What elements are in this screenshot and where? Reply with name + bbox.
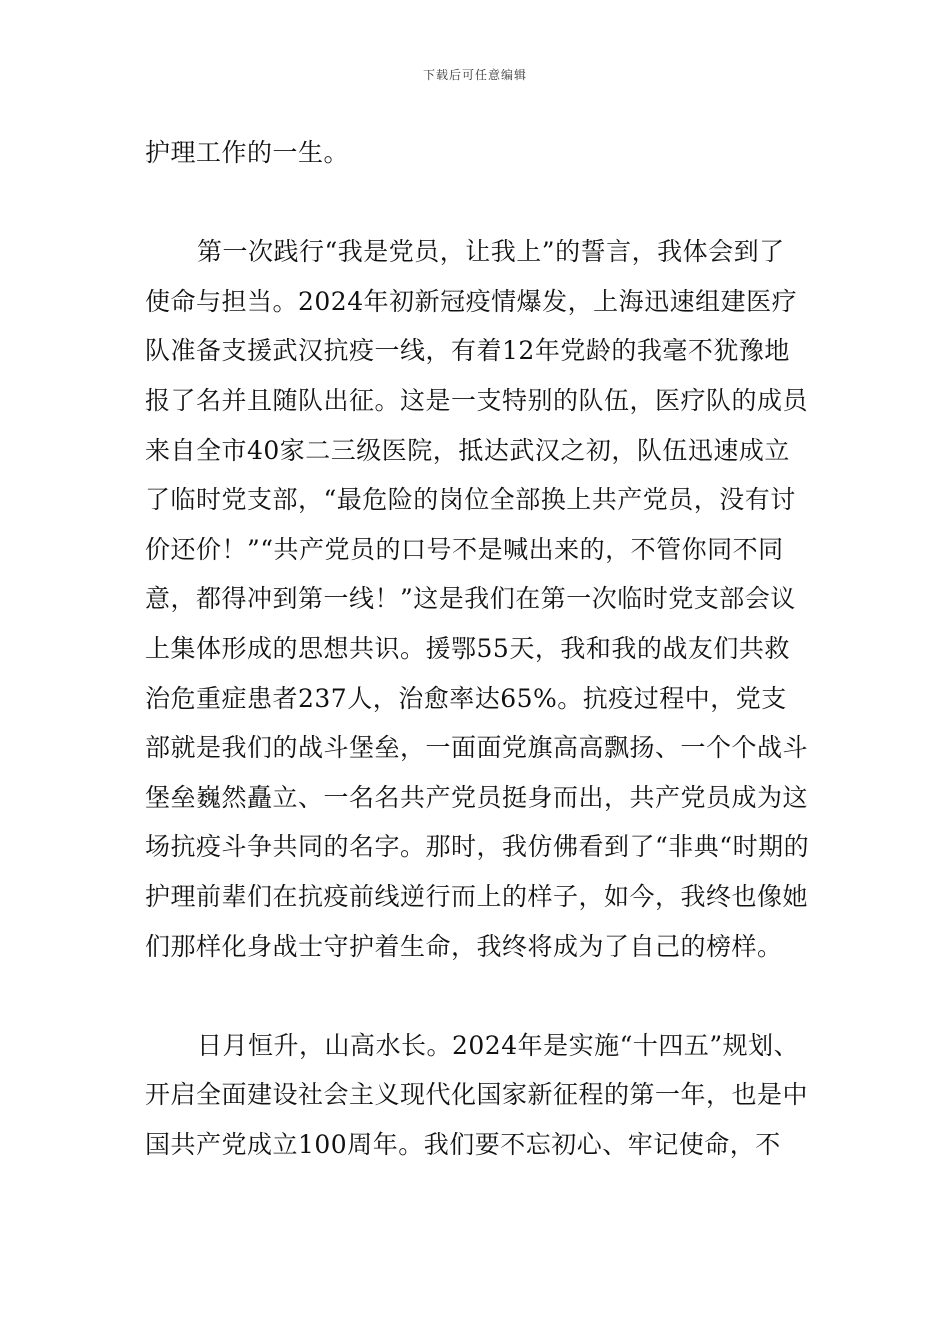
paragraph-first-practice: 第一次践行“我是党员，让我上”的誓言，我体会到了使命与担当。2024年初新冠疫情爆发，上海迅速组建医疗队准备支援武汉抗疫一线，有着12年党龄的我毫不犹豫地报了名并且随队出征。这是一支特别的队伍，医疗队的成员来自全市40家二三级医院，抵达武汉之初，队伍迅速成立了临时党支部，“最危险的岗位全部换上共产党员，没有讨价还价！”“共产党员的口号不是喊出来的，不管你同不同意，都得冲到第一线！”这是我们在第一次临时党支部会议上集体形成的思想共识。援鄂55天，我和我的战友们共救治危重症患者237人，治愈率达65%。抗疫过程中，党支部就是我们的战斗堡垒，一面面党旗高高飘扬、一个个战斗堡垒巍然矗立、一名名共产党员挺身而出，共产党员成为这场抗疫斗争共同的名字。那时，我仿佛看到了“非典“时期的护理前辈们在抗疫前线逆行而上的样子，如今，我终也像她们那样化身战士守护着生命，我终将成为了自己的榜样。 [145, 237, 810, 961]
download-note: 下载后可任意编辑 [422, 68, 527, 82]
paragraph-gap [145, 971, 810, 1021]
paragraph-conclusion: 日月恒升，山高水长。2024年是实施“十四五”规划、开启全面建设社会主义现代化国家新征程的第一年，也是中国共产党成立100周年。我们要不忘初心、牢记使命，不 [145, 1030, 809, 1159]
paragraph-continuation: 护理工作的一生。 [145, 138, 350, 167]
document-body [145, 128, 810, 1169]
paragraph-gap [145, 178, 810, 228]
